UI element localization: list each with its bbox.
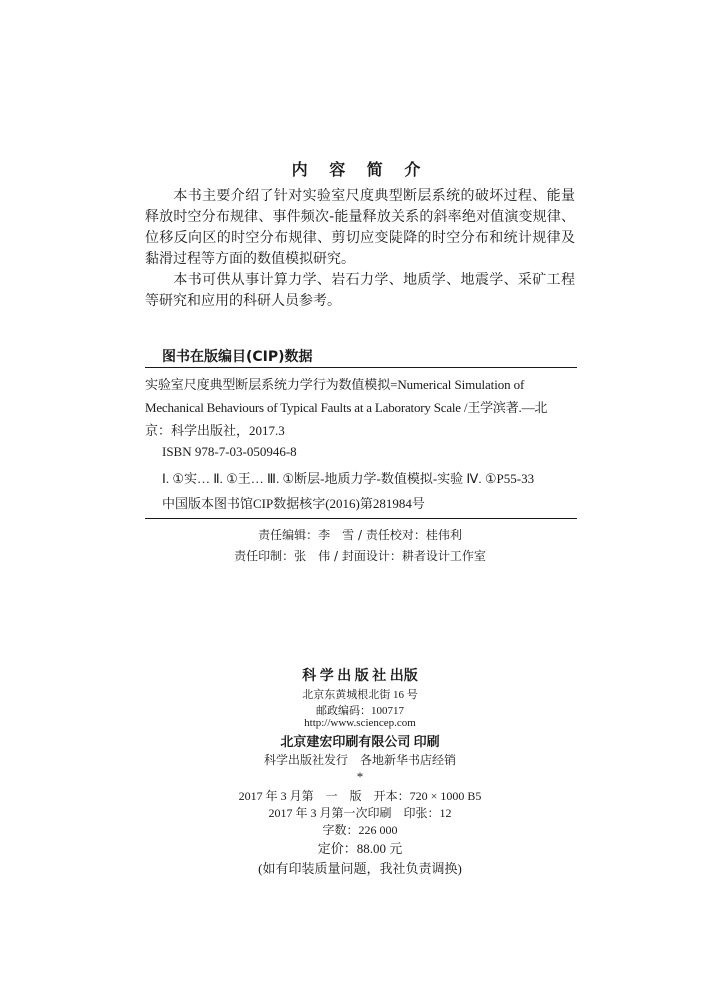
separator-asterisk: * bbox=[356, 769, 364, 784]
cip-heading: 图书在版编目(CIP)数据 bbox=[162, 349, 313, 365]
summary-title: 内 容 简 介 bbox=[291, 160, 429, 179]
summary-paragraph-1-text: 本书主要介绍了针对实验室尺度典型断层系统的破坏过程、能量释放时空分布规律、事件频次-能量释放关系的斜率绝对值演变规律、位移反向区的时空分布规律、剪切应变陡降的时空分布和统计规律及黏滑过程等方面的数值模拟研究。 bbox=[145, 188, 575, 267]
printer-line: 北京建宏印刷有限公司 印刷 bbox=[280, 734, 440, 749]
publisher-postcode: 邮政编码：100717 bbox=[316, 705, 404, 717]
cip-line-2: Mechanical Behaviours of Typical Faults at a Laboratory Scale /王学滨著.—北 bbox=[145, 400, 548, 415]
distribution-line: 科学出版社发行 各地新华书店经销 bbox=[263, 753, 456, 767]
cip-core-number: 中国版本图书馆CIP数据核字(2016)第281984号 bbox=[162, 496, 425, 511]
word-count-line: 字数：226 000 bbox=[322, 823, 398, 837]
quality-note: (如有印装质量问题，我社负责调换) bbox=[258, 861, 462, 876]
cip-top-rule bbox=[145, 367, 577, 368]
price-line: 定价：88.00 元 bbox=[317, 841, 403, 856]
summary-paragraph-2-text: 本书可供从事计算力学、岩石力学、地质学、地震学、采矿工程等研究和应用的科研人员参考。 bbox=[145, 272, 575, 309]
cip-classification: Ⅰ. ①实… Ⅱ. ①王… Ⅲ. ①断层-地质力学-数值模拟-实验 Ⅳ. ①P55-33 bbox=[162, 471, 535, 486]
cip-bottom-rule bbox=[145, 518, 577, 519]
cip-line-1: 实验室尺度典型断层系统力学行为数值模拟=Numerical Simulation of bbox=[145, 377, 525, 392]
publisher-line: 科 学 出 版 社 出版 bbox=[302, 669, 418, 684]
publisher-url: http://www.sciencep.com bbox=[304, 717, 416, 729]
summary-paragraph-1 bbox=[145, 186, 575, 270]
printing-line: 2017 年 3 月第一次印刷 印张：12 bbox=[268, 806, 452, 820]
editor-line-1: 责任编辑：李 雪 / 责任校对：桂伟利 bbox=[258, 528, 462, 542]
summary-paragraph-2 bbox=[145, 270, 575, 312]
cip-line-3: 京：科学出版社，2017.3 bbox=[145, 423, 285, 438]
editor-line-2: 责任印制：张 伟 / 封面设计：耕者设计工作室 bbox=[234, 549, 486, 563]
cip-isbn: ISBN 978-7-03-050946-8 bbox=[162, 444, 297, 459]
edition-line: 2017 年 3 月第 一 版 开本：720 × 1000 B5 bbox=[238, 789, 482, 803]
publisher-address: 北京东黄城根北街 16 号 bbox=[302, 689, 418, 701]
